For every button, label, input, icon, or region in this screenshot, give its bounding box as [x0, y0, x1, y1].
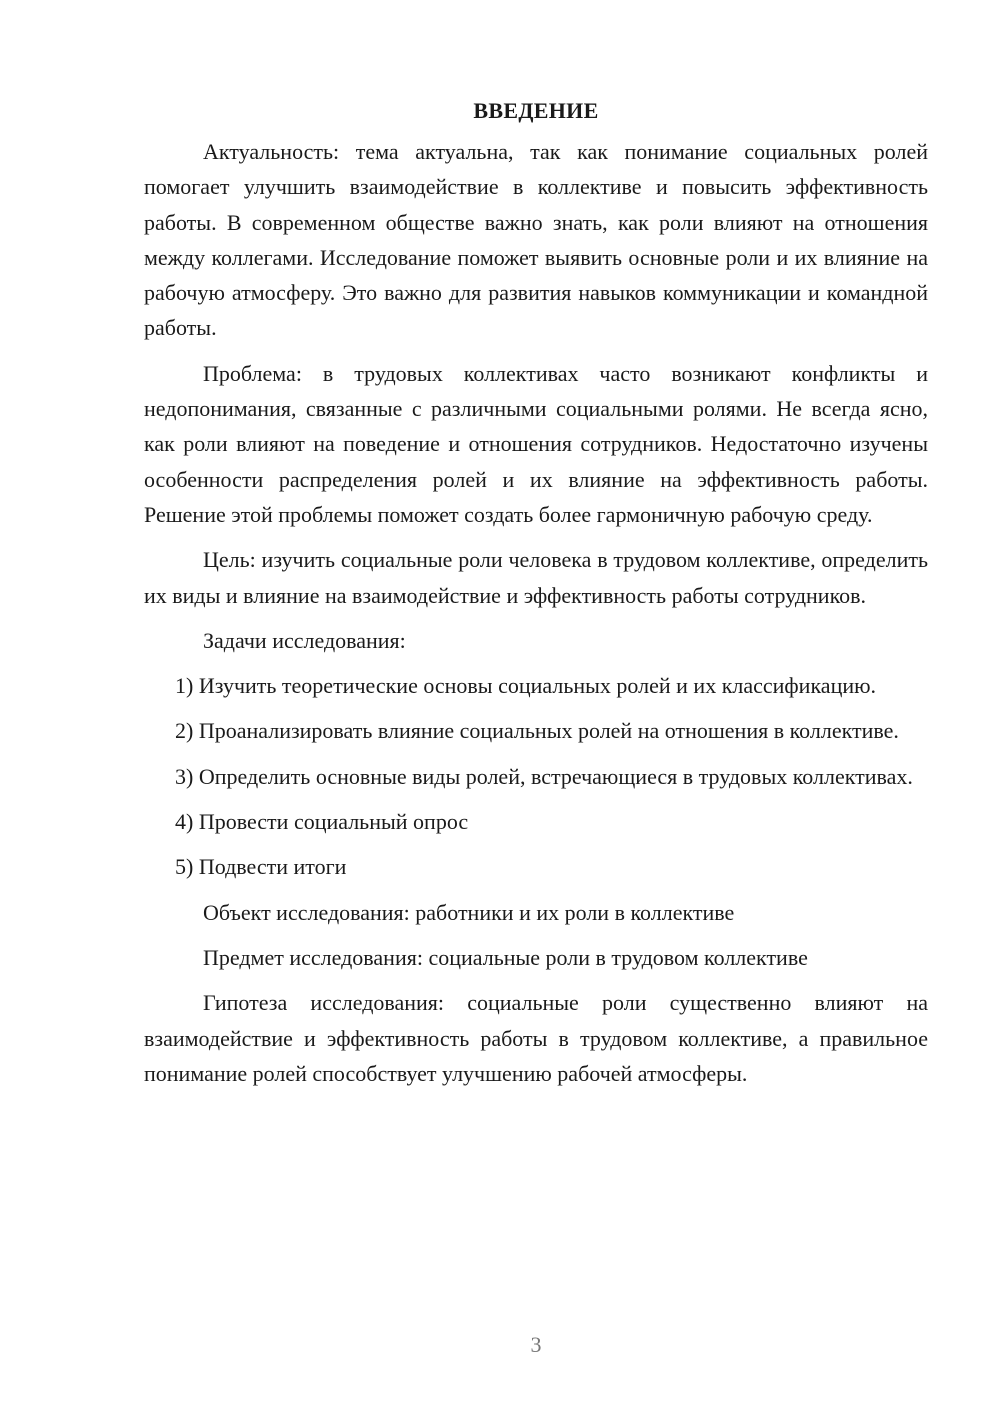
task-item-4: 4) Провести социальный опрос	[175, 809, 469, 835]
problem-paragraph: Проблема: в трудовых коллективах часто возникают конфликты и недопонимания, связанные с различными социальными ролями. Не всегда ясно, как роли влияют на поведение и отношения сотрудников. Недостаточно изучены особенности распределения ролей и их влияние на эффективность работы. Решение этой проблемы поможет создать более гармоничную рабочую среду.	[144, 360, 928, 527]
page-number: 3	[530, 1332, 542, 1357]
relevance-paragraph: Актуальность: тема актуальна, так как понимание социальных ролей помогает улучшить взаимодействие в коллективе и повысить эффективность работы. В современном обществе важно знать, как роли влияют на отношения между коллегами. Исследование поможет выявить основные роли и их влияние на рабочую атмосферу. Это важно для развития навыков коммуникации и командной работы.	[144, 139, 928, 341]
subject-paragraph: Предмет исследования: социальные роли в трудовом коллективе	[203, 944, 808, 970]
task-item-2: 2) Проанализировать влияние социальных ролей на отношения в коллективе.	[175, 718, 899, 744]
page-content	[144, 94, 928, 1101]
task-item-5: 5) Подвести итоги	[175, 854, 347, 880]
page-title: ВВЕДЕНИЕ	[473, 98, 599, 123]
object-paragraph: Объект исследования: работники и их роли в коллективе	[203, 899, 735, 925]
goal-paragraph: Цель: изучить социальные роли человека в трудовом коллективе, определить их виды и влияние на взаимодействие и эффективность работы сотрудников.	[144, 547, 928, 608]
task-item-3: 3) Определить основные виды ролей, встречающиеся в трудовых коллективах.	[175, 763, 913, 789]
hypothesis-paragraph: Гипотеза исследования: социальные роли существенно влияют на взаимодействие и эффективность работы в трудовом коллективе, а правильное понимание ролей способствует улучшению рабочей атмосферы.	[144, 990, 928, 1086]
tasks-heading: Задачи исследования:	[203, 627, 406, 653]
task-item-1: 1) Изучить теоретические основы социальных ролей и их классификацию.	[175, 673, 877, 699]
